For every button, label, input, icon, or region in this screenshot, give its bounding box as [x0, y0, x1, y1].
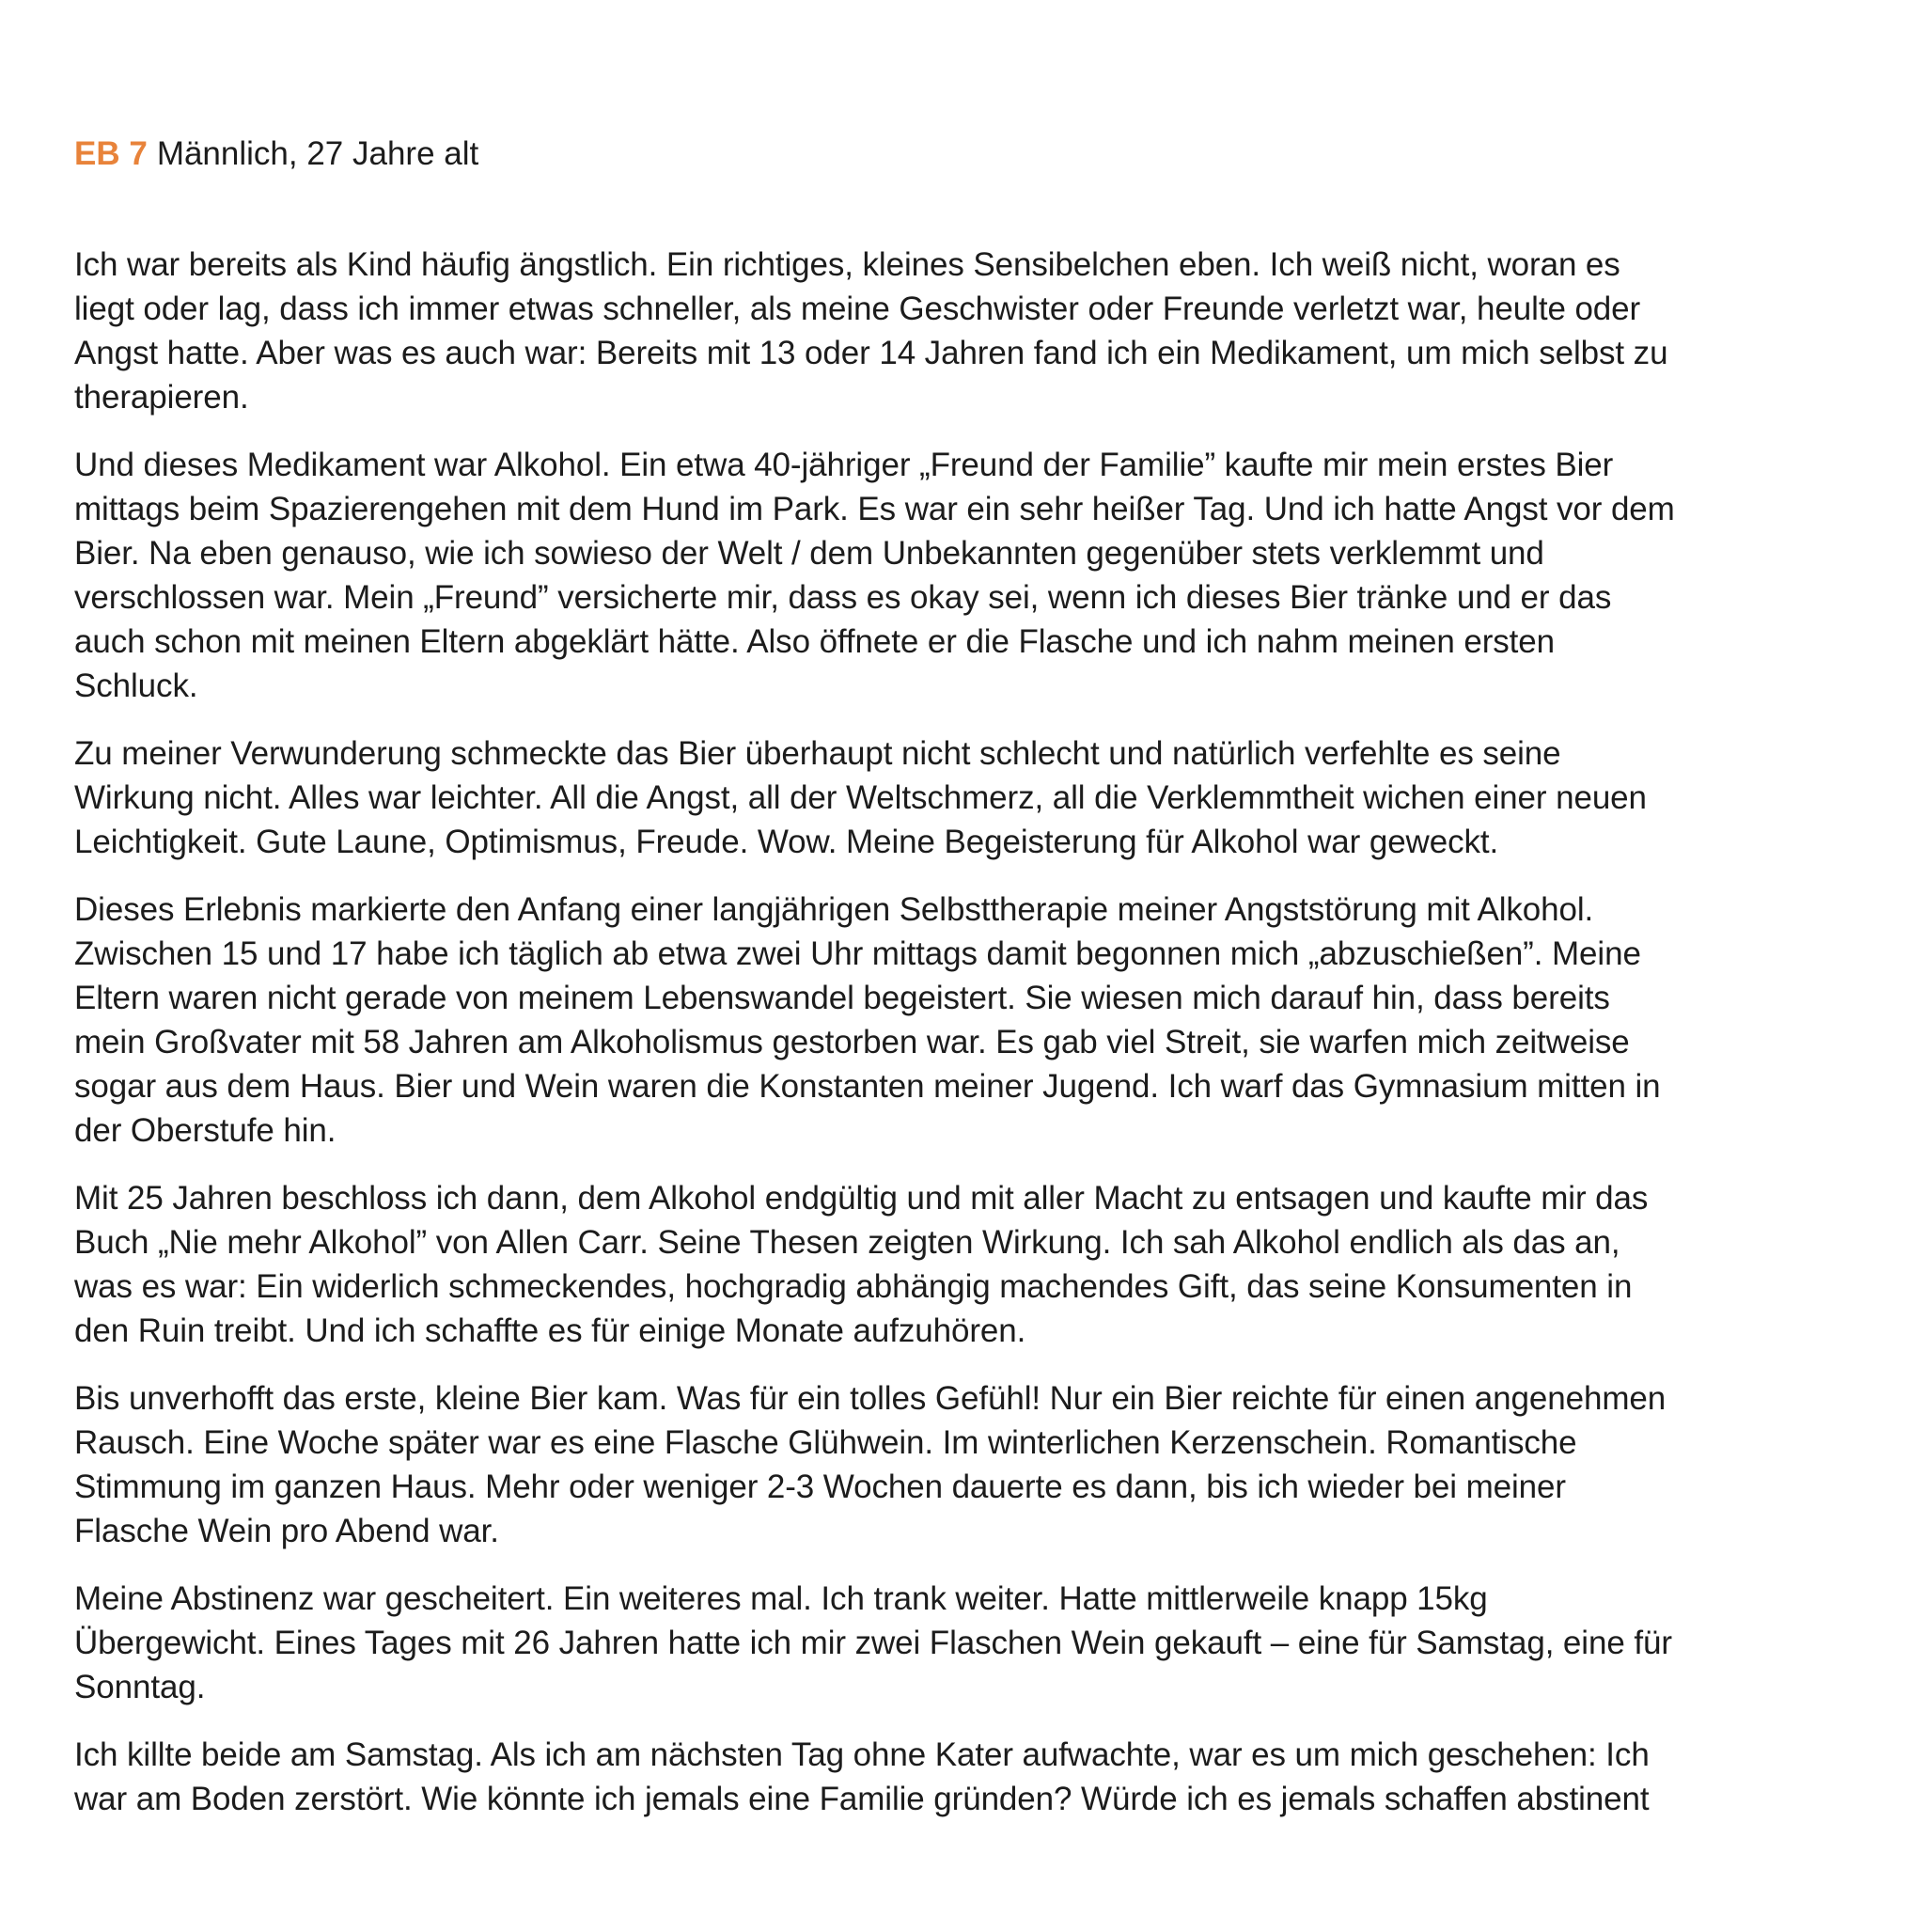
- text-line: war am Boden zerstört. Wie könnte ich jemals eine Familie gründen? Würde ich es jemals schaffen abstinent: [74, 1781, 1650, 1817]
- paragraph-1: [74, 243, 1860, 419]
- text-line: Bis unverhofft das erste, kleine Bier kam. Was für ein tolles Gefühl! Nur ein Bier reichte für einen angenehmen: [74, 1380, 1667, 1417]
- document-page: [74, 130, 1860, 1845]
- text-line: den Ruin treibt. Und ich schaffte es für einige Monate aufzuhören.: [74, 1312, 1026, 1349]
- text-line: Mit 25 Jahren beschloss ich dann, dem Alkohol endgültig und mit aller Macht zu entsagen und kaufte mir das: [74, 1180, 1649, 1217]
- text-line: Eltern waren nicht gerade von meinem Lebenswandel begeistert. Sie wiesen mich darauf hin, dass bereits: [74, 980, 1610, 1016]
- text-line: Dieses Erlebnis markierte den Anfang einer langjährigen Selbsttherapie meiner Angststörung mit Alkohol.: [74, 891, 1594, 928]
- text-line: Übergewicht. Eines Tages mit 26 Jahren hatte ich mir zwei Flaschen Wein gekauft – eine für Samstag, eine für: [74, 1625, 1672, 1661]
- text-line: Leichtigkeit. Gute Laune, Optimismus, Freude. Wow. Meine Begeisterung für Alkohol war geweckt.: [74, 824, 1499, 860]
- text-line: Zwischen 15 und 17 habe ich täglich ab etwa zwei Uhr mittags damit begonnen mich „abzuschießen”. Meine: [74, 935, 1641, 972]
- text-line: verschlossen war. Mein „Freund” versicherte mir, dass es okay sei, wenn ich dieses Bier tränke und er das: [74, 579, 1612, 616]
- document-header: [74, 130, 1860, 179]
- text-line: mein Großvater mit 58 Jahren am Alkoholismus gestorben war. Es gab viel Streit, sie warfen mich zeitweise: [74, 1024, 1630, 1060]
- text-line: sogar aus dem Haus. Bier und Wein waren die Konstanten meiner Jugend. Ich warf das Gymnasium mitten in: [74, 1068, 1661, 1105]
- text-line: Bier. Na eben genauso, wie ich sowieso der Welt / dem Unbekannten gegenüber stets verklemmt und: [74, 535, 1544, 572]
- paragraph-2: [74, 443, 1860, 708]
- text-line: Und dieses Medikament war Alkohol. Ein etwa 40-jähriger „Freund der Familie” kaufte mir mein erstes Bier: [74, 447, 1614, 483]
- paragraph-5: [74, 1176, 1860, 1353]
- interview-tag: EB 7: [74, 135, 148, 172]
- text-line: Buch „Nie mehr Alkohol” von Allen Carr. Seine Thesen zeigten Wirkung. Ich sah Alkohol endlich als das an,: [74, 1224, 1620, 1261]
- text-line: Sonntag.: [74, 1669, 206, 1705]
- interview-subtitle: Männlich, 27 Jahre alt: [156, 135, 479, 172]
- text-line: Flasche Wein pro Abend war.: [74, 1513, 499, 1549]
- text-line: was es war: Ein widerlich schmeckendes, hochgradig abhängig machendes Gift, das seine Konsumenten in: [74, 1268, 1633, 1305]
- text-line: Ich killte beide am Samstag. Als ich am nächsten Tag ohne Kater aufwachte, war es um mich geschehen: Ich: [74, 1736, 1650, 1773]
- text-line: Zu meiner Verwunderung schmeckte das Bier überhaupt nicht schlecht und natürlich verfehlte es seine: [74, 735, 1561, 772]
- text-line: Rausch. Eine Woche später war es eine Flasche Glühwein. Im winterlichen Kerzenschein. Romantische: [74, 1424, 1577, 1461]
- text-line: mittags beim Spazierengehen mit dem Hund im Park. Es war ein sehr heißer Tag. Und ich hatte Angst vor dem: [74, 491, 1675, 527]
- text-line: der Oberstufe hin.: [74, 1112, 336, 1149]
- paragraph-8: [74, 1733, 1860, 1821]
- text-line: Ich war bereits als Kind häufig ängstlich. Ein richtiges, kleines Sensibelchen eben. Ich weiß nicht, woran es: [74, 246, 1620, 283]
- paragraph-4: [74, 887, 1860, 1153]
- paragraph-7: [74, 1577, 1860, 1709]
- text-line: therapieren.: [74, 379, 249, 416]
- paragraph-3: [74, 731, 1860, 864]
- text-line: Stimmung im ganzen Haus. Mehr oder weniger 2-3 Wochen dauerte es dann, bis ich wieder bei meiner: [74, 1469, 1566, 1505]
- text-line: Wirkung nicht. Alles war leichter. All die Angst, all der Weltschmerz, all die Verklemmtheit wichen einer neuen: [74, 779, 1647, 816]
- text-line: Angst hatte. Aber was es auch war: Bereits mit 13 oder 14 Jahren fand ich ein Medikament, um mich selbst zu: [74, 335, 1668, 371]
- text-line: liegt oder lag, dass ich immer etwas schneller, als meine Geschwister oder Freunde verletzt war, heulte oder: [74, 291, 1641, 327]
- document-body: [74, 243, 1860, 1821]
- text-line: Meine Abstinenz war gescheitert. Ein weiteres mal. Ich trank weiter. Hatte mittlerweile knapp 15kg: [74, 1580, 1488, 1617]
- paragraph-6: [74, 1376, 1860, 1553]
- text-line: Schluck.: [74, 668, 198, 704]
- text-line: auch schon mit meinen Eltern abgeklärt hätte. Also öffnete er die Flasche und ich nahm meinen ersten: [74, 623, 1555, 660]
